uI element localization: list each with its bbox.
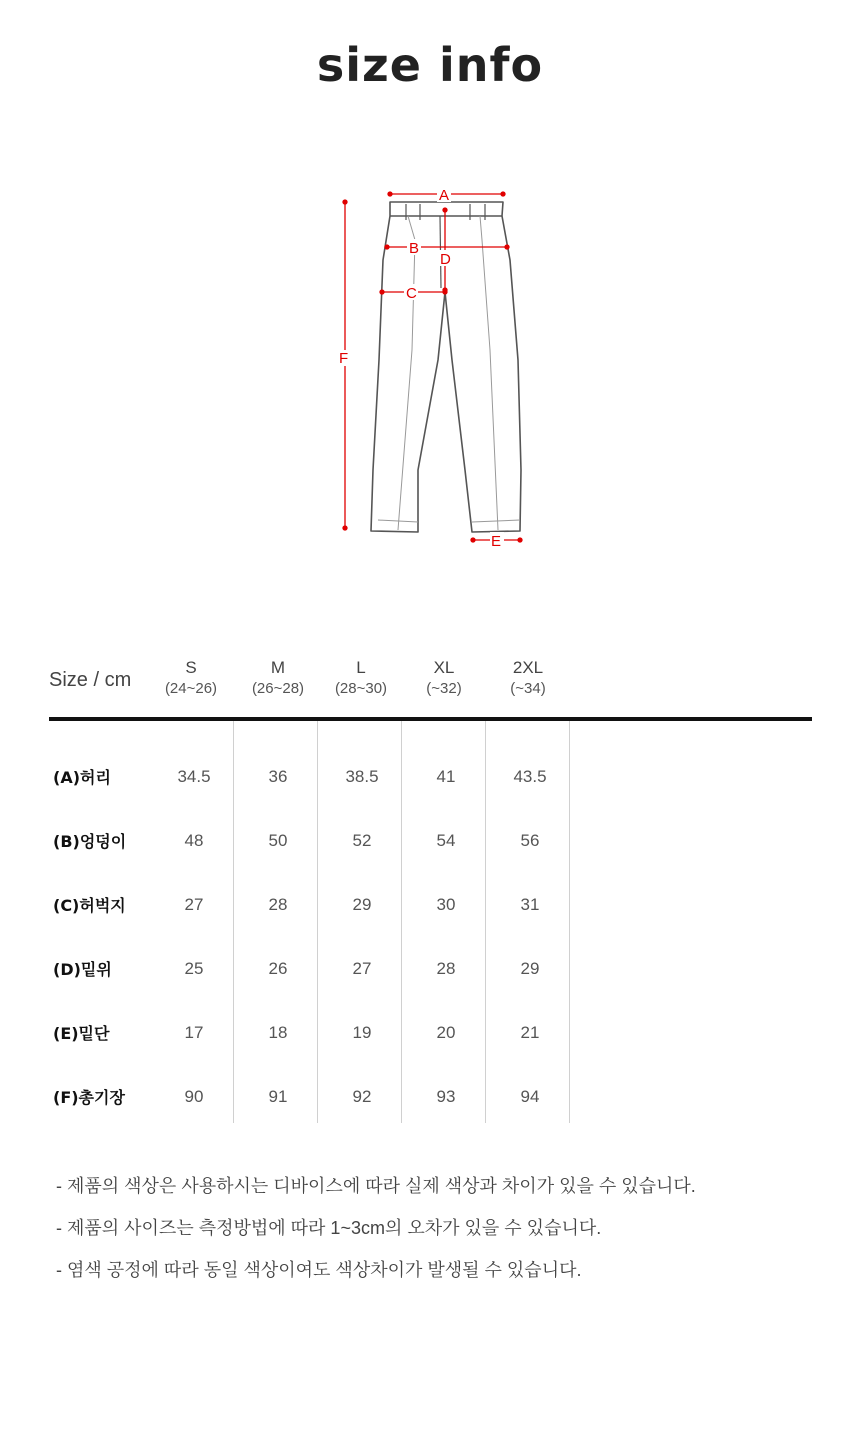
cell-value: 48 (184, 831, 204, 850)
note-item: - 염색 공정에 따라 동일 색상이여도 색상차이가 발생될 수 있습니다. (56, 1260, 582, 1280)
cell-value: 18 (268, 1023, 288, 1042)
label-e: E (491, 533, 502, 550)
cell-value: 25 (184, 959, 204, 978)
cell-value: 43.5 (513, 767, 547, 786)
table-body (49, 721, 812, 1123)
note-item: - 제품의 색상은 사용하시는 디바이스에 따라 실제 색상과 차이가 있을 수 있습니다. (56, 1176, 696, 1196)
size-table (49, 655, 812, 1123)
col-header-m (236, 657, 320, 699)
cell-value: 38.5 (345, 767, 379, 786)
size-name: 2XL (512, 658, 544, 677)
size-range: (28~30) (334, 680, 388, 697)
cell-value: 19 (352, 1023, 372, 1042)
size-range: (~32) (426, 680, 462, 697)
note-item: - 제품의 사이즈는 측정방법에 따라 1~3cm의 오차가 있을 수 있습니다. (56, 1218, 602, 1238)
col-header-l (319, 657, 403, 699)
cell-value: 90 (184, 1087, 204, 1106)
cell-value: 26 (268, 959, 288, 978)
col-header-xl (402, 657, 486, 699)
size-name: XL (433, 658, 455, 677)
label-d: D (440, 251, 451, 268)
col-header-2xl (486, 657, 570, 699)
cell-value: 17 (184, 1023, 204, 1042)
cell-value: 27 (352, 959, 372, 978)
row-label: (F)총기장 (53, 1088, 125, 1107)
cell-value: 21 (520, 1023, 540, 1042)
label-c: C (406, 285, 417, 302)
cell-value: 28 (268, 895, 288, 914)
cell-value: 36 (268, 767, 288, 786)
cell-value: 93 (436, 1087, 456, 1106)
table-row-length (49, 1071, 812, 1135)
cell-value: 92 (352, 1087, 372, 1106)
cell-value: 27 (184, 895, 204, 914)
cell-value: 41 (436, 767, 456, 786)
size-range: (26~28) (251, 680, 305, 697)
cell-value: 29 (352, 895, 372, 914)
cell-value: 50 (268, 831, 288, 850)
cell-value: 30 (436, 895, 456, 914)
cell-value: 34.5 (177, 767, 211, 786)
label-a: A (439, 187, 450, 204)
cell-value: 56 (520, 831, 540, 850)
cell-value: 54 (436, 831, 456, 850)
size-name: L (356, 658, 366, 677)
page-title: size info (316, 38, 544, 92)
measure-labels (338, 186, 504, 550)
size-name: S (185, 658, 197, 677)
table-row-rise (49, 943, 812, 1007)
cell-value: 31 (520, 895, 540, 914)
table-row-hip (49, 815, 812, 879)
size-name: M (270, 658, 286, 677)
table-header (49, 655, 812, 717)
pants-diagram (320, 180, 550, 560)
table-row-thigh (49, 879, 812, 943)
table-row-waist (49, 751, 812, 815)
size-range: (24~26) (164, 680, 218, 697)
cell-value: 29 (520, 959, 540, 978)
label-f: F (339, 350, 349, 367)
cell-value: 94 (520, 1087, 540, 1106)
col-header-s (149, 657, 233, 699)
measure-lines (343, 192, 522, 542)
label-b: B (409, 240, 420, 257)
row-label: (A)허리 (53, 768, 111, 787)
cell-value: 52 (352, 831, 372, 850)
cell-value: 28 (436, 959, 456, 978)
notes-list (56, 1172, 836, 1298)
row-label: (E)밑단 (53, 1024, 110, 1043)
size-range: (~34) (510, 680, 546, 697)
row-label: (D)밑위 (53, 960, 112, 979)
cell-value: 91 (268, 1087, 288, 1106)
cell-value: 20 (436, 1023, 456, 1042)
row-label: (C)허벅지 (53, 896, 126, 915)
header-label: Size / cm (49, 669, 132, 691)
row-label: (B)엉덩이 (53, 832, 127, 851)
table-row-hem (49, 1007, 812, 1071)
